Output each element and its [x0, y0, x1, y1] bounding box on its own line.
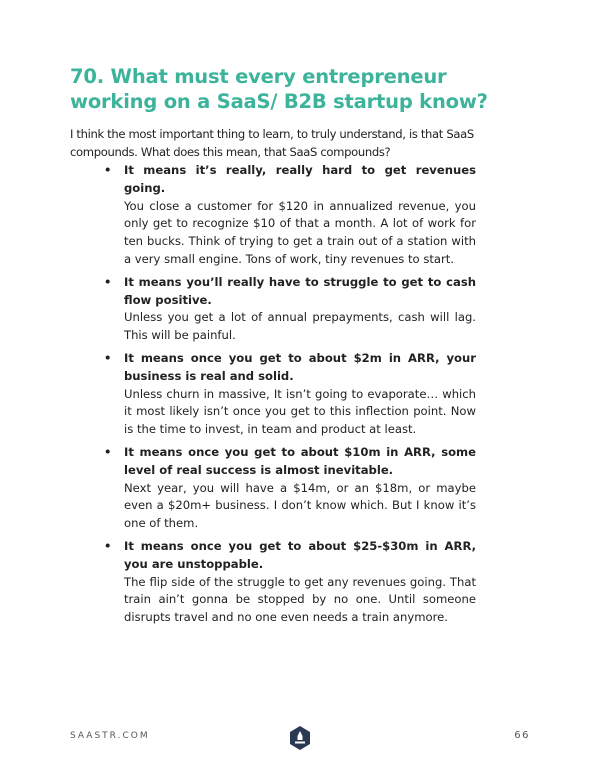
list-item — [104, 444, 476, 533]
bullet-icon: • — [104, 538, 112, 553]
bullet-heading: It means it’s really, really hard to get revenues going. — [124, 163, 476, 195]
bullet-heading: It means once you get to about $10m in ARR, some level of real success is almost inevitable. — [124, 444, 476, 477]
bullet-icon: • — [104, 444, 112, 459]
bullet-body: The flip side of the struggle to get any revenues going. That train ain’t gonna be stopped by no one. Until someone disrupts travel and no one even needs a train anymore. — [124, 574, 476, 625]
intro-paragraph: I think the most important thing to learn, to truly understand, is that SaaS compounds. What does this mean, that SaaS compounds? — [70, 127, 474, 159]
bullet-list — [104, 162, 476, 632]
list-item — [104, 350, 476, 439]
page-title: 70. What must every entrepreneur working on a SaaS/ B2B startup know? — [70, 65, 488, 113]
saastr-logo-icon — [289, 726, 311, 750]
bullet-body: Next year, you will have a $14m, or an $18m, or maybe even a $20m+ business. I don’t know which. But I know it’s one of them. — [124, 480, 476, 531]
bullet-icon: • — [104, 274, 112, 289]
bullet-heading: It means you’ll really have to struggle to get to cash flow positive. — [124, 274, 476, 307]
list-item — [104, 274, 476, 345]
bullet-heading: It means once you get to about $2m in ARR, your business is real and solid. — [124, 350, 476, 383]
list-item — [104, 162, 476, 269]
page-number: 66 — [514, 730, 530, 741]
footer-site: SAASTR.COM — [70, 731, 150, 741]
bullet-body: You close a customer for $120 in annualized revenue, you only get to recognize $10 of that a month. A lot of work for ten bucks. Think of trying to get a train out of a station with a very small engine. Tons of work, tiny revenues to start. — [124, 198, 476, 266]
bullet-heading: It means once you get to about $25-$30m in ARR, you are unstoppable. — [124, 538, 476, 571]
bullet-icon: • — [104, 350, 112, 365]
bullet-body: Unless you get a lot of annual prepayments, cash will lag. This will be painful. — [124, 310, 476, 343]
bullet-body: Unless churn in massive, It isn’t going to evaporate… which it most likely isn’t once you get to this inflection point. Now is the time to invest, in team and product at least. — [124, 386, 476, 437]
list-item — [104, 538, 476, 627]
bullet-icon: • — [104, 163, 112, 177]
